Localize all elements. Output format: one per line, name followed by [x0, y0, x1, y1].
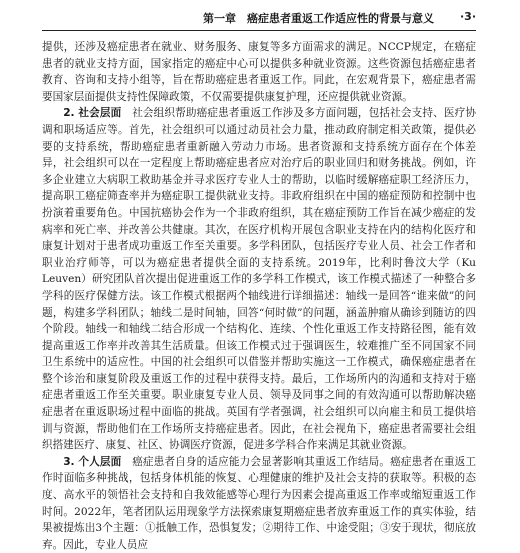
paragraph — [42, 105, 476, 453]
page-body — [42, 31, 476, 553]
page-number: ·3· — [459, 10, 476, 23]
running-header — [42, 0, 476, 31]
paragraph — [42, 39, 476, 105]
section-heading: 3. 个人层面 — [63, 455, 122, 468]
paragraph-text: 社会组织帮助癌症患者重返工作涉及多方面问题，包括社会支持、医疗协调和职场适应等。首先，社会组织可以通过动员社会力量，推动政府制定相关政策，提供必要的支持系统，帮助癌症患者重新融入劳动力市场。患者资源和支持系统方面存在个体差异，社会组织可以在一定程度上帮助癌症患者应对治疗后的职业回归和财务挑战。例如，许多企业建立大病职工救助基金并寻求医疗专业人士的帮助，以临时缓解癌症职工经济压力，提高职工癌症筛查率并为癌症职工提供就业支持。非政府组织在中国的癌症预防和控制中也扮演着重要角色。中国抗癌协会作为一个非政府组织，其在癌症预防工作旨在减少癌症的发病率和死亡率、并改善公共健康。其次，在医疗机构开展包含职业支持在内的结构化医疗和康复计划对于患者成功重返工作至关重要。多学科团队，包括医疗专业人员、社会工作者和职业治疗师等，可以为癌症患者提供全面的支持系统。2019年，比利时鲁汶大学（Ku Leuven）研究团队首次提出促进重返工作的多学科工作模式，该工作模式描述了一种整合多学科的医疗保健方法。该工作模式根据两个轴线进行详细描述：轴线一是回答“谁来做”的问题，构建多学科团队；轴线二是时间轴，回答“何时做”的问题，涵盖肿瘤从确诊到随访的四个阶段。轴线一和轴线二结合形成一个结构化、连续、个性化重返工作支持路径图，能有效提高重返工作率并改善其生活质量。但该工作模式过于强调医生，较难推广至不同国家不同卫生系统中的适应性。中国的社会组织可以借鉴并帮助实施这一工作模式，确保癌症患者在整个诊治和康复阶段及重返工作的过程中获得支持。最后，工作场所内的沟通和支持对于癌症患者重返工作至关重要。职业康复专业人员、领导及同事之间的有效沟通可以帮助解决癌症患者在重返职场过程中面临的挑战。英国有学者强调，社会组织可以向雇主和员工提供培训与资源，帮助他们在工作场所支持癌症患者。因此，在社会视角下，癌症患者需要社会组织搭建医疗、康复、社区、协调医疗资源，促进多学科合作来满足其就业资源。 — [42, 107, 477, 452]
paragraph-text: 癌症患者自身的适应能力会显著影响其重返工作结局。癌症患者在重返工作时面临多种挑战，包括身体机能的恢复、心理健康的维护及社会支持的获取等。积极的态度、高水平的领悟社会支持和自我效能感等心理行为因素会提高重返工作率或缩短重返工作时间。2022年，笔者团队运用现象学方法探索康复期癌症患者放弃重返工作的真实体验，结果被提炼出3个主题：①抵触工作，恐惧复发；②期待工作、中途受阻；③安于现状，彻底放弃。因此，专业人员应 — [42, 455, 477, 551]
paragraph — [42, 454, 476, 553]
paragraph-text: 提供，还涉及癌症患者在就业、财务服务、康复等多方面需求的满足。NCCP规定，在癌症患者的就业支持方面，国家指定的癌症中心可以提供多种就业资源。这些资源包括癌症患者教育、咨询和支持小组等，旨在帮助癌症患者重返工作。同此，在宏观背景下，癌症患者需要国家层面提供支持性保障政策，不仅需要提供康复护理，还应提供就业资源。 — [42, 41, 476, 103]
chapter-title: 第一章 癌症患者重返工作适应性的背景与意义 — [203, 12, 434, 25]
section-heading: 2. 社会层面 — [63, 107, 122, 120]
